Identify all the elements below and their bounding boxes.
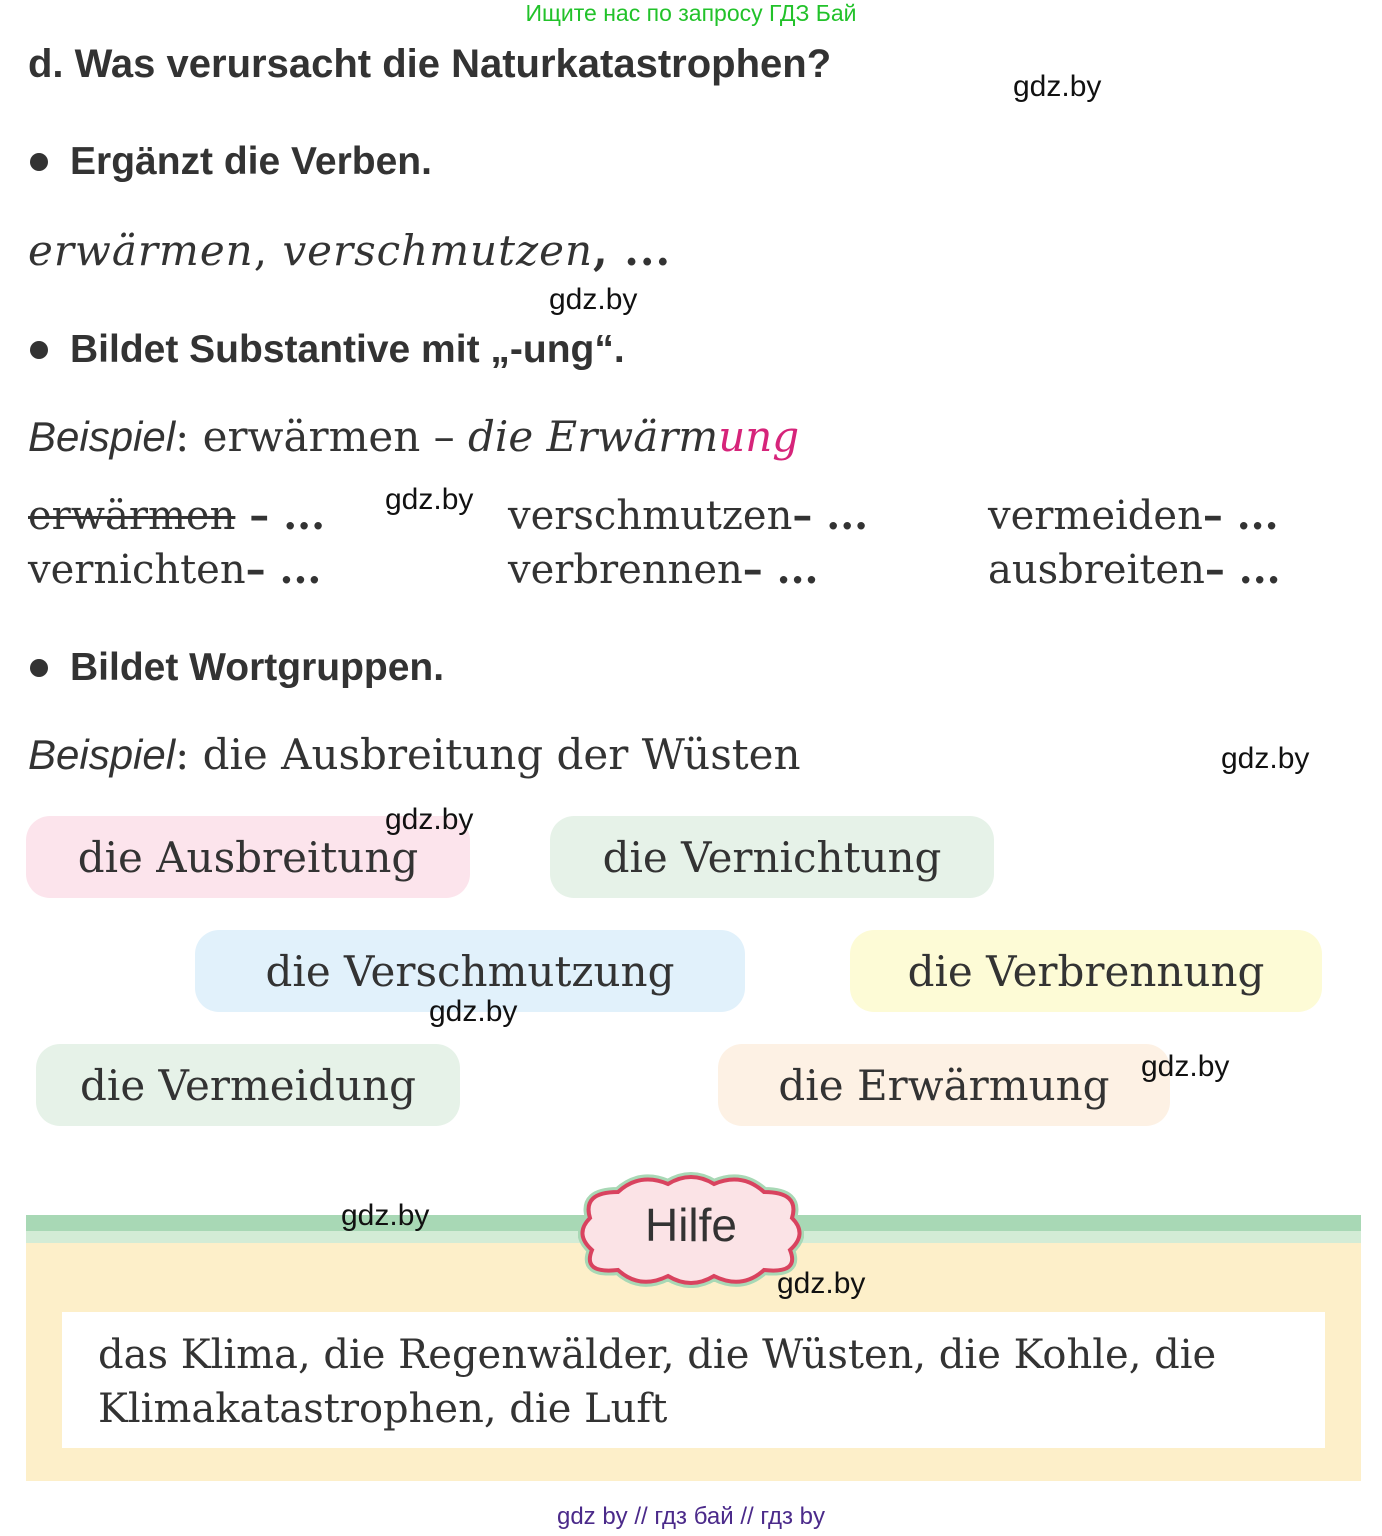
watermark: gdz.by [549, 283, 638, 316]
example-label: Beispiel [28, 413, 176, 460]
bullet-icon [30, 341, 48, 359]
bullet-icon [30, 153, 48, 171]
watermark: gdz.by [385, 803, 474, 836]
verb-grid-item: vernichten– ... [28, 546, 322, 593]
word-chip-vermeidung: die Vermeidung [36, 1044, 460, 1126]
word-chip-verschmutzung: die Verschmutzung [195, 930, 745, 1012]
word-chip-erwaermung: die Erwärmung [718, 1044, 1170, 1126]
verb-grid-item: vermeiden– ... [988, 492, 1279, 539]
bullet-icon [30, 659, 48, 677]
watermark: gdz.by [1221, 742, 1310, 775]
example-label: Beispiel [28, 731, 176, 778]
top-banner[interactable]: Ищите нас по запросу ГДЗ Бай [525, 0, 857, 26]
hilfe-label: Hilfe [644, 1199, 738, 1251]
example-verb: : erwärmen – [175, 412, 469, 461]
hilfe-word-list: das Klima, die Regenwälder, die Wüsten, die Kohle, die Klimakatastrophen, die Luft [98, 1332, 1217, 1432]
task-build-nouns: Bildet Substantive mit „-ung“. [70, 328, 625, 371]
verb-verschmutzen: verschmutzen [282, 226, 594, 275]
verb-grid-item: erwärmen – ... [28, 492, 326, 539]
verb-grid-item: ausbreiten– ... [988, 546, 1281, 593]
verb-grid-item: verschmutzen– ... [508, 492, 869, 539]
verbs-separator: , [253, 226, 283, 275]
example-noun-suffix: ung [718, 412, 800, 461]
example-nouns [28, 412, 799, 461]
exercise-title: d. Was verursacht die Naturkatastrophen? [28, 42, 832, 86]
task-build-phrases: Bildet Wortgruppen. [70, 646, 445, 689]
example-phrase [28, 730, 801, 779]
watermark: gdz.by [777, 1267, 866, 1300]
word-chip-vernichtung: die Vernichtung [550, 816, 994, 898]
verb-erwaermen: erwärmen [28, 226, 254, 275]
footer-links[interactable]: gdz by // гдз бай // гдз by [556, 1503, 826, 1530]
watermark: gdz.by [385, 483, 474, 516]
verb-grid-item: verbrennen– ... [508, 546, 819, 593]
word-chip-verbrennung: die Verbrennung [850, 930, 1322, 1012]
verbs-ellipsis: , ... [593, 226, 672, 275]
word-chip-ausbreitung: die Ausbreitung [26, 816, 470, 898]
watermark: gdz.by [429, 995, 518, 1028]
task-complete-verbs: Ergänzt die Verben. [70, 140, 432, 183]
watermark: gdz.by [1013, 70, 1102, 103]
example-noun-stem: die Erwärm [468, 412, 719, 461]
watermark: gdz.by [341, 1199, 430, 1232]
watermark: gdz.by [1141, 1050, 1230, 1083]
verbs-line [28, 226, 671, 275]
example-phrase-text: : die Ausbreitung der Wüsten [175, 730, 801, 779]
